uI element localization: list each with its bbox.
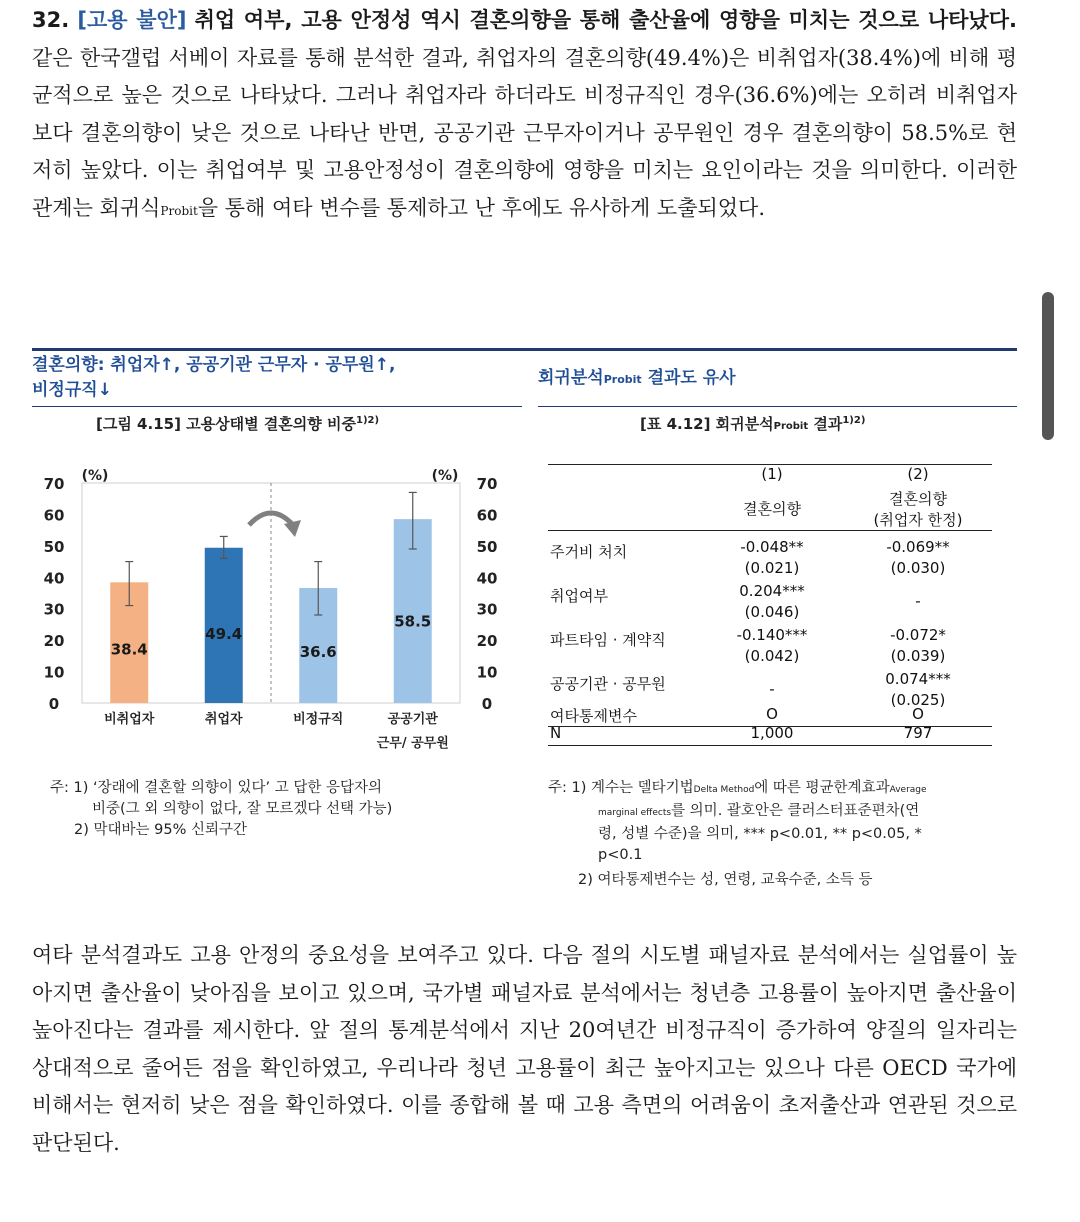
table-note-1c: 를 의미. 괄호안은 클러스터표준편차(연	[671, 803, 920, 819]
table-note-1a: 주: 1) 계수는 델타기법	[548, 780, 694, 796]
figure-title	[96, 413, 379, 434]
table-bottom-rule	[548, 745, 992, 746]
table-note-sub-average: Average	[889, 785, 927, 795]
row-label: N	[550, 724, 562, 742]
table-cell: 0.204***	[739, 582, 805, 600]
paragraph-text: 같은 한국갤럽 서베이 자료를 통해 분석한 결과, 취업자의 결혼의향(49.4%)은 비취업자(38.4%)에 비해 평균적으로 높은 것으로 나타났다. 그러나 취업자라 하더라도 비정규직인 경우(36.6%)에는 오히려 비취업자보다 결혼의향이 낮은 것으로 나타난 반면, 공공기관 근무자이거나 공무원인 경우 결혼의향이 58.5%로 현저히 높았다. 이는 취업여부 및 고용안정성이 결혼의향에 영향을 미치는 요인이라는 것을 의미한다. 이러한 관계는 회귀식	[32, 45, 1017, 220]
table-title	[640, 413, 865, 434]
table-cell: O	[766, 705, 778, 723]
table-cell: (0.025)	[890, 691, 946, 709]
table-n-rule	[548, 726, 992, 727]
y-tick-left: 40	[43, 569, 65, 588]
table-cell: -	[769, 680, 775, 698]
right-heading-text: 회귀분석	[538, 368, 604, 388]
table-header-rule	[548, 530, 992, 531]
row-label: 공공기관 · 공무원	[550, 675, 666, 693]
y-tick-left: 10	[43, 663, 65, 682]
scrollbar[interactable]	[1042, 292, 1054, 440]
table-note-1-line4: p<0.1	[598, 847, 643, 863]
y-tick-left: 20	[43, 632, 65, 651]
y-tick-right: 50	[476, 537, 498, 556]
y-tick-left: 50	[43, 537, 65, 556]
section-tag: [고용 불안]	[77, 8, 187, 32]
table-cell: (0.046)	[744, 603, 800, 621]
figure-note-1-line1: 주: 1) ‘장래에 결혼할 의향이 있다’ 고 답한 응답자의	[50, 780, 382, 796]
row-label: 취업여부	[550, 587, 608, 605]
col2-header-line1: 결혼의향	[889, 490, 947, 508]
y-tick-left: 70	[43, 475, 65, 493]
y-tick-right: 70	[476, 475, 498, 493]
table-note-1b: 에 따른 평균한계효과	[754, 780, 890, 796]
table-cell: 1,000	[750, 724, 794, 742]
intro-paragraph	[32, 2, 1017, 230]
col2-header-line2: (취업자 한정)	[873, 511, 963, 529]
x-tick-label: 비취업자	[104, 712, 155, 727]
table-title-sup: 1)2)	[842, 415, 866, 426]
section-number: 32.	[32, 8, 70, 32]
table-cell: O	[912, 705, 924, 723]
panel-top-rule	[32, 348, 1017, 351]
unit-label-right: (%)	[431, 468, 459, 484]
x-tick-label-line2: 근무/ 공무원	[376, 736, 449, 751]
x-tick-label: 비정규직	[293, 712, 344, 727]
y-tick-left: 0	[48, 695, 60, 713]
left-panel-heading	[32, 353, 395, 403]
conclusion-paragraph: 여타 분석결과도 고용 안정의 중요성을 보여주고 있다. 다음 절의 시도별 패널자료 분석에서는 실업률이 높아지면 출산율이 낮아짐을 보이고 있으며, 국가별 패널자료 분석에서는 청년층 고용률이 높아지면 출산율이 높아진다는 결과를 제시한다. 앞 절의 통계분석에서 지난 20여년간 비정규직이 증가하여 양질의 일자리는 상대적으로 줄어든 점을 확인하였고, 우리나라 청년 고용률이 최근 높아지고는 있으나 다른 OECD 국가에 비해서는 현저히 낮은 점을 확인하였다. 이를 종합해 볼 때 고용 측면의 어려움이 초저출산과 연관된 것으로 판단된다.	[32, 943, 1017, 1155]
table-note-sub-delta: Delta Method	[693, 785, 755, 795]
y-tick-left: 30	[43, 600, 65, 619]
col1-header: 결혼의향	[743, 500, 801, 518]
figure-notes	[50, 778, 392, 841]
figure-title-sup: 1)2)	[355, 415, 380, 426]
y-tick-right: 30	[476, 600, 498, 619]
right-heading-sub: Probit	[603, 373, 642, 386]
table-note-1-line2	[548, 801, 1023, 824]
table-note-1-line1	[548, 778, 1023, 801]
table-cell: -0.072*	[890, 626, 946, 644]
table-cell: -0.069**	[886, 538, 950, 556]
right-panel-rule	[538, 406, 1017, 407]
y-tick-right: 10	[476, 663, 498, 682]
table-note-1-line3: 령, 성별 수준)을 의미, *** p<0.01, ** p<0.05, *	[598, 826, 922, 842]
table-notes	[548, 778, 1023, 891]
data-label: 49.4	[205, 625, 243, 644]
table-title-sub: Probit	[773, 421, 809, 432]
y-tick-left: 60	[43, 506, 65, 525]
y-tick-right: 0	[481, 695, 493, 713]
right-panel-heading	[538, 366, 736, 392]
y-tick-right: 60	[476, 506, 498, 525]
arrow-head	[284, 520, 301, 537]
table-cell: -0.140***	[736, 626, 808, 644]
subscript-probit: Probit	[160, 203, 198, 218]
paragraph-text-end: 을 통해 여타 변수를 통제하고 난 후에도 유사하게 도출되었다.	[197, 195, 766, 220]
left-heading-line1: 결혼의향: 취업자↑, 공공기관 근무자 · 공무원↑,	[32, 355, 396, 375]
data-label: 58.5	[394, 612, 432, 631]
figure-title-text: [그림 4.15] 고용상태별 결혼의향 비중	[96, 415, 356, 433]
y-tick-right: 20	[476, 632, 498, 651]
row-label: 여타통제변수	[550, 707, 637, 725]
table-note-sub-marginal: marginal effects	[598, 808, 672, 818]
section-heading: 취업 여부, 고용 안정성 역시 결혼의향을 통해 출산율에 영향을 미치는 것으로 나타났다.	[194, 8, 1017, 32]
table-cell: -	[915, 592, 921, 610]
row-label: 주거비 처치	[550, 543, 628, 561]
unit-label-left: (%)	[81, 468, 109, 484]
col2-number: (2)	[907, 465, 929, 483]
table-cell: 0.074***	[885, 670, 951, 688]
table-title-tail: 결과	[808, 415, 843, 433]
table-cell: (0.039)	[890, 647, 946, 665]
figure-note-2: 2) 막대바는 95% 신뢰구간	[74, 822, 247, 838]
table-cell: -0.048**	[740, 538, 804, 556]
x-tick-label: 공공기관	[387, 712, 438, 727]
data-label: 38.4	[110, 640, 148, 659]
y-tick-right: 40	[476, 569, 498, 588]
col1-number: (1)	[761, 465, 783, 483]
table-note-2: 2) 여타통제변수는 성, 연령, 교육수준, 소득 등	[578, 872, 873, 888]
right-heading-tail: 결과도 유사	[641, 368, 736, 388]
x-tick-label: 취업자	[204, 712, 243, 727]
table-cell: (0.042)	[744, 647, 800, 665]
data-label: 36.6	[299, 643, 337, 662]
row-label: 파트타임 · 계약직	[550, 631, 666, 649]
bar-chart	[40, 458, 520, 758]
left-heading-line2: 비정규직↓	[32, 380, 112, 400]
table-title-text: [표 4.12] 회귀분석	[640, 415, 774, 433]
table-cell: (0.030)	[890, 559, 946, 577]
figure-note-1-line2: 비중(그 외 의향이 없다, 잘 모르겠다 선택 가능)	[92, 801, 393, 817]
left-panel-rule	[32, 406, 522, 407]
table-cell: 797	[903, 724, 933, 742]
table-cell: (0.021)	[744, 559, 800, 577]
